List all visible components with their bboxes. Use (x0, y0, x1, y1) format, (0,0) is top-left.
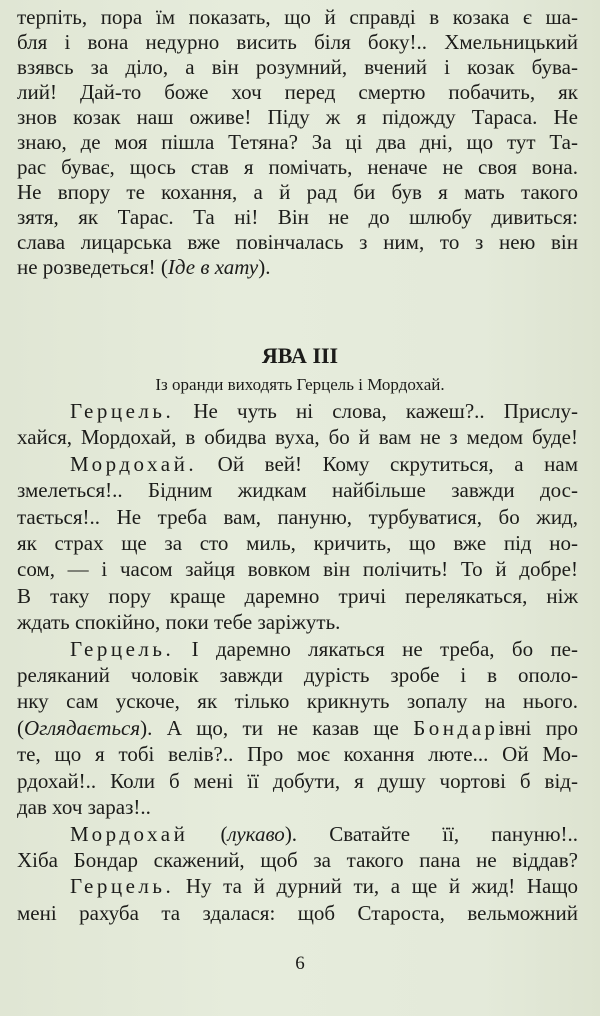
italic-remark: Іде в хату (167, 255, 259, 279)
text-line (17, 155, 578, 180)
text-segment: знов козак наш оживе! Піду ж я підожду Тараса. Не (17, 105, 578, 129)
text-line (17, 130, 578, 155)
text-segment: не розведеться! ( (17, 255, 168, 279)
text-segment: ). А що, ти не казав ще (140, 715, 414, 740)
speaker-name: Мордохай (70, 821, 189, 846)
text-line (17, 715, 578, 741)
text-segment: хайся, Мордохай, в обидва вуха, бо й вам не з медом буде! (17, 425, 578, 450)
text-line (17, 255, 578, 280)
text-line (17, 530, 578, 556)
dialogue-text (17, 398, 578, 926)
text-segment: рдохай!.. Коли б мені її добути, я душу чортові б від- (17, 768, 578, 793)
text-segment: Ну та й дурний ти, а ще й жид! Нащо (174, 874, 578, 899)
text-line (17, 556, 578, 582)
text-segment: ( (17, 715, 24, 740)
text-line (17, 900, 578, 926)
text-line (17, 768, 578, 794)
text-segment: тається!.. Не треба вам, пануню, турбуватися, бо жид, (17, 504, 578, 529)
text-line (17, 636, 578, 662)
italic-remark: лукаво (227, 821, 285, 846)
text-line (17, 662, 578, 688)
text-line (17, 504, 578, 530)
text-line (17, 30, 578, 55)
scene-heading: ЯВА III (261, 343, 339, 368)
text-line (17, 230, 578, 255)
speaker-name: Мордохай. (70, 451, 198, 476)
text-segment: нку сам ускоче, як тілько крикнуть зопалу на нього. (17, 689, 578, 714)
text-line (17, 821, 578, 847)
text-line (17, 794, 578, 820)
text-segment: рас буває, щось став я помічать, неначе не своя вона. (17, 155, 578, 179)
text-segment: зятя, як Тарас. Та ні! Він не до шлюбу дивиться: (17, 205, 578, 229)
text-line (17, 398, 578, 424)
speaker-name: Бондар (413, 715, 499, 740)
text-segment: як страх ще за сто миль, кричить, що вже під но- (17, 531, 578, 556)
text-segment: бля і вона недурно висить біля боку!.. Хмельницький (17, 30, 578, 54)
text-segment: дав хоч зараз!.. (17, 795, 151, 820)
text-segment: ( (188, 821, 228, 846)
speaker-name: Герцель. (70, 636, 175, 661)
text-segment: слава лицарська вже повінчалась з ним, то з нею він (17, 230, 578, 254)
text-segment: взявсь за діло, а він розумний, вчений і козак бува- (17, 55, 578, 79)
text-line (17, 205, 578, 230)
text-segment: Ой вей! Кому скрутиться, а нам (197, 451, 578, 476)
page-number: 6 (295, 953, 305, 974)
text-segment: І даремно лякаться не треба, бо пе- (174, 636, 578, 661)
text-line (17, 477, 578, 503)
text-line (17, 688, 578, 714)
italic-remark: Оглядається (24, 715, 141, 740)
speaker-name: Герцель. (70, 399, 175, 423)
text-segment: терпіть, пора їм показать, що й справді в козака є ша- (17, 5, 578, 29)
text-line (17, 424, 578, 450)
text-segment: мені рахуба та здалася: щоб Староста, вельможний (17, 900, 578, 925)
text-segment: змелеться!.. Бідним жидкам найбільше завжди дос- (17, 478, 578, 503)
text-line (17, 55, 578, 80)
text-segment: те, що я тобі велів?.. Про моє кохання люте... Ой Мо- (17, 742, 578, 767)
text-segment: В таку пору краще даремно тричі перелякаться, ніж (17, 583, 578, 608)
text-segment: ждать спокійно, поки тебе заріжуть. (17, 610, 341, 635)
text-line (17, 741, 578, 767)
text-line (17, 180, 578, 205)
text-segment: сом, — і часом зайця вовком він полічить! То й добре! (17, 557, 578, 582)
text-line (17, 80, 578, 105)
speaker-name: Герцель. (70, 874, 175, 899)
text-segment: ). (258, 255, 271, 279)
text-segment: лий! Дай-то боже хоч перед смертю побачить, як (17, 80, 578, 104)
text-segment: Не чуть ні слова, кажеш?.. Прислу- (174, 399, 578, 423)
stage-direction: Із оранди виходять Герцель і Мордохай. (155, 375, 445, 394)
text-segment: знаю, де моя пішла Тетяна? За ці два дні, що тут Та- (17, 130, 578, 154)
text-line (17, 583, 578, 609)
text-segment: Хіба Бондар скажений, щоб за такого пана не віддав? (17, 847, 578, 872)
text-segment: івні про (498, 715, 578, 740)
text-line (17, 609, 578, 635)
paragraph-monologue-end (17, 5, 578, 280)
text-line (17, 847, 578, 873)
text-line (17, 451, 578, 477)
text-line (17, 873, 578, 899)
text-segment: Не впору те кохання, а й рад би був я мать такого (17, 180, 578, 204)
text-line (17, 105, 578, 130)
text-segment: реляканий чоловік завжди дурість зробе і в ополо- (17, 663, 578, 688)
text-line (17, 5, 578, 30)
text-segment: ). Сватайте її, пануню!.. (284, 821, 579, 846)
